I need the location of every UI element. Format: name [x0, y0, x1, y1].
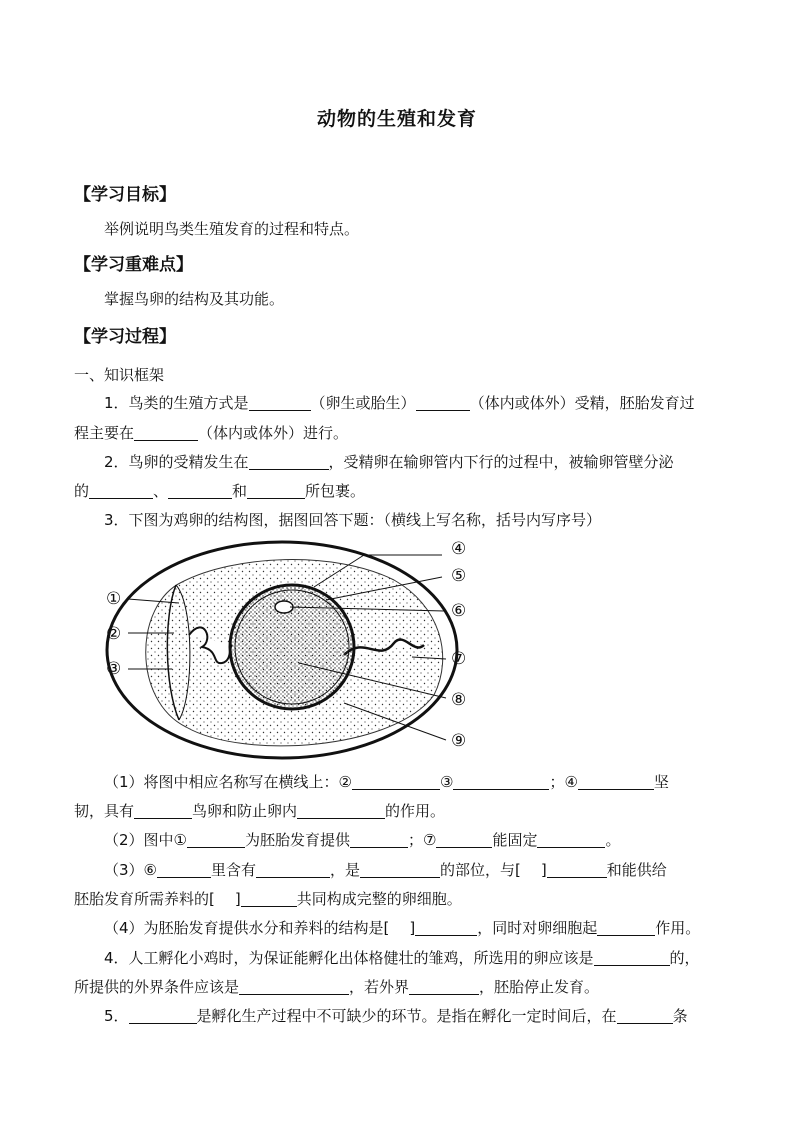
text: ，是: [330, 861, 361, 879]
question-2-line-1: [104, 452, 724, 472]
text: ；⑦: [408, 831, 437, 849]
text: （1）将图中相应名称写在横线上：②: [104, 773, 352, 791]
blank[interactable]: [239, 978, 349, 995]
text: 4．人工孵化小鸡时，为保证能孵化出体格健壮的雏鸡，所选用的卵应该是: [104, 949, 594, 967]
text: 作用。: [655, 919, 701, 937]
blank[interactable]: [415, 919, 477, 936]
blank[interactable]: [453, 773, 549, 790]
blank[interactable]: [547, 861, 607, 878]
question-5-line-1: [104, 1006, 724, 1026]
egg-structure-diagram: [94, 535, 484, 765]
sub-question-4-line: [104, 918, 724, 938]
blank[interactable]: [597, 919, 655, 936]
sub-question-3-line-1: [104, 860, 724, 880]
text: 的部位，与[: [440, 861, 521, 879]
blank[interactable]: [129, 1007, 197, 1024]
page-title: 动物的生殖和发育: [316, 108, 477, 130]
text: 。: [605, 831, 621, 849]
blank[interactable]: [168, 482, 232, 499]
blank[interactable]: [249, 453, 329, 470]
sub-question-1-line-2: [74, 801, 724, 821]
text: 是孵化生产过程中不可缺少的环节。是指在孵化一定时间后，在: [196, 1007, 617, 1025]
blank[interactable]: [350, 831, 408, 848]
text: ，若外界: [349, 978, 410, 996]
key-heading: 【学习重难点】: [74, 255, 193, 275]
text: 的，: [669, 949, 700, 967]
text: 2．鸟卵的受精发生在: [104, 453, 249, 471]
text: 5．: [104, 1007, 129, 1025]
blank[interactable]: [134, 802, 192, 819]
label-5: ⑤: [451, 566, 467, 586]
text: 、: [153, 482, 169, 500]
question-3-line: 3．下图为鸡卵的结构图，据图回答下题：（横线上写名称，括号内写序号）: [104, 511, 602, 529]
sub-question-2-line: [104, 830, 724, 850]
text: ]: [540, 861, 547, 879]
text: （4）为胚胎发育提供水分和养料的结构是[: [104, 919, 390, 937]
text: 胚胎发育所需养料的[: [74, 890, 215, 908]
blank[interactable]: [352, 773, 440, 790]
blank[interactable]: [249, 394, 311, 411]
question-4-line-2: [74, 977, 724, 997]
blank[interactable]: [617, 1007, 673, 1024]
text: （体内或体外）受精，胚胎发育过: [469, 394, 695, 412]
text: 和: [232, 482, 248, 500]
label-4: ④: [451, 539, 467, 559]
label-9: ⑨: [451, 731, 467, 751]
text: 韧，具有: [74, 802, 135, 820]
blank[interactable]: [360, 861, 440, 878]
goal-heading: 【学习目标】: [74, 185, 176, 205]
text: 为胚胎发育提供: [245, 831, 351, 849]
blank[interactable]: [187, 831, 245, 848]
text: ，受精卵在输卵管内下行的过程中，被输卵管壁分泌: [328, 453, 674, 471]
blank[interactable]: [256, 861, 330, 878]
sub-question-3-line-2: [74, 889, 724, 909]
text: 的: [74, 482, 90, 500]
blank[interactable]: [537, 831, 605, 848]
label-1: ①: [106, 589, 122, 609]
text: 所包裹。: [305, 482, 366, 500]
process-heading: 【学习过程】: [74, 327, 176, 347]
text: ③: [440, 773, 454, 791]
text: （卵生或胎生）: [310, 394, 416, 412]
text: ，同时对卵细胞起: [477, 919, 598, 937]
label-7: ⑦: [451, 649, 467, 669]
blank[interactable]: [157, 861, 211, 878]
text: 所提供的外界条件应该是: [74, 978, 240, 996]
label-6: ⑥: [451, 601, 467, 621]
blank[interactable]: [247, 482, 305, 499]
egg-diagram-svg: [94, 535, 484, 765]
label-8: ⑧: [451, 690, 467, 710]
question-4-line-1: [104, 948, 724, 968]
blank[interactable]: [416, 394, 470, 411]
sub-question-1-line-1: [104, 772, 724, 792]
blank[interactable]: [89, 482, 153, 499]
text: ；④: [549, 773, 578, 791]
blank[interactable]: [134, 424, 198, 441]
question-2-line-2: [74, 481, 724, 501]
goal-text: 举例说明鸟类生殖发育的过程和特点。: [104, 220, 360, 238]
blank[interactable]: [578, 773, 654, 790]
text: 鸟卵和防止卵内: [192, 802, 298, 820]
label-2: ②: [106, 624, 122, 644]
text: （体内或体外）进行。: [198, 424, 349, 442]
text: 里含有: [211, 861, 257, 879]
text: ，胚胎停止发育。: [479, 978, 600, 996]
text: 坚: [653, 773, 669, 791]
text: ]: [409, 919, 416, 937]
text: 1．鸟类的生殖方式是: [104, 394, 249, 412]
text: ]: [234, 890, 241, 908]
question-1-line-1: [104, 393, 724, 413]
label-3: ③: [106, 659, 122, 679]
question-1-line-2: [74, 423, 724, 443]
blank[interactable]: [594, 949, 670, 966]
text: （3）⑥: [104, 861, 157, 879]
blank[interactable]: [297, 802, 385, 819]
blank[interactable]: [436, 831, 492, 848]
blank[interactable]: [409, 978, 479, 995]
text: 和能供给: [606, 861, 667, 879]
text: 共同构成完整的卵细胞。: [296, 890, 462, 908]
text: （2）图中①: [104, 831, 187, 849]
text: 条: [672, 1007, 688, 1025]
text: 程主要在: [74, 424, 135, 442]
text: 能固定: [492, 831, 538, 849]
text: 的作用。: [385, 802, 446, 820]
framework-heading: 一、知识框架: [74, 366, 165, 384]
key-text: 掌握鸟卵的结构及其功能。: [104, 290, 285, 308]
blank[interactable]: [241, 890, 297, 907]
